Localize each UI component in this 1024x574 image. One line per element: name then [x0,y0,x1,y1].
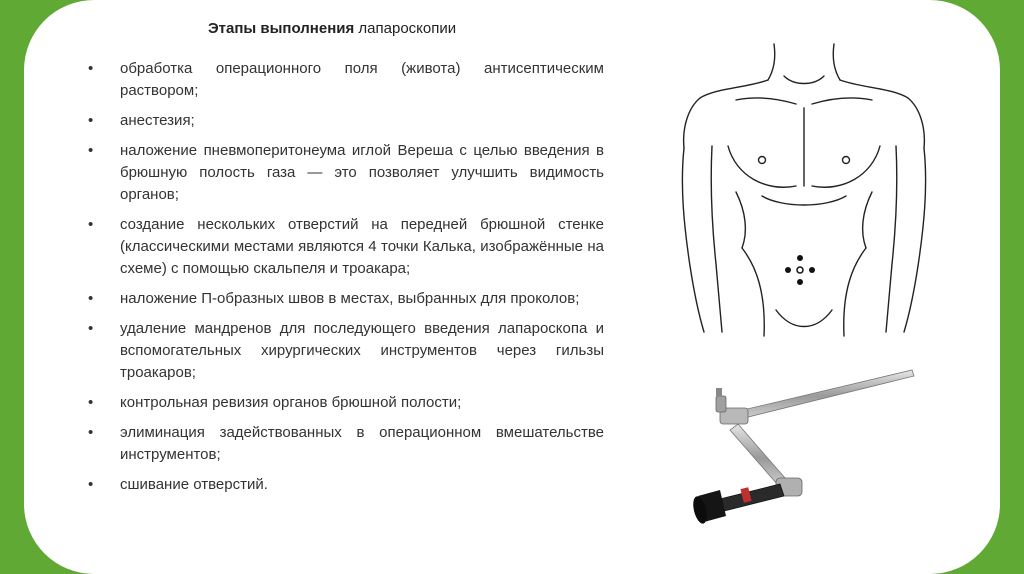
slide-title [208,20,456,37]
list-item-text: обработка операционного поля (живота) антисептическим раствором; [120,60,604,99]
bullet-icon: • [88,216,94,233]
title-bold: Этапы выполнения [208,20,355,37]
bullet-icon: • [88,476,94,493]
navel-mark [797,267,803,273]
list-item [88,474,604,496]
bullet-icon: • [88,60,94,77]
list-item-text: анестезия; [120,112,195,129]
list-item [88,318,604,384]
laparoscope-image [680,360,920,550]
list-item-text: наложение П-образных швов в местах, выбранных для проколов; [120,290,580,307]
list-item [88,110,604,132]
title-rest: лапароскопии [354,20,457,37]
list-item-text: наложение пневмоперитонеума иглой Вереша с целью введения в брюшную полость газа — это позволяет улучшить видимость органов; [120,142,604,203]
bullet-icon: • [88,142,94,159]
torso-diagram [676,36,932,348]
list-item [88,422,604,466]
list-item [88,214,604,280]
list-item [88,140,604,206]
bullet-icon: • [88,394,94,411]
bullet-icon: • [88,112,94,129]
list-item [88,288,604,310]
steps-list [88,58,604,504]
list-item-text: элиминация задействованных в операционном вмешательстве инструментов; [120,424,604,463]
list-item [88,58,604,102]
bullet-icon: • [88,290,94,307]
list-item [88,392,604,414]
list-item-text: создание нескольких отверстий на передней брюшной стенке (классическими местами являются 4 точки Калька, изображённые на схеме) с помощью скальпеля и троакара; [120,216,604,277]
bullet-icon: • [88,320,94,337]
list-item-text: удаление мандренов для последующего введения лапароскопа и вспомогательных хирургических инструментов через гильзы троакаров; [120,320,604,381]
list-item-text: сшивание отверстий. [120,476,268,493]
bullet-icon: • [88,424,94,441]
list-item-text: контрольная ревизия органов брюшной полости; [120,394,462,411]
